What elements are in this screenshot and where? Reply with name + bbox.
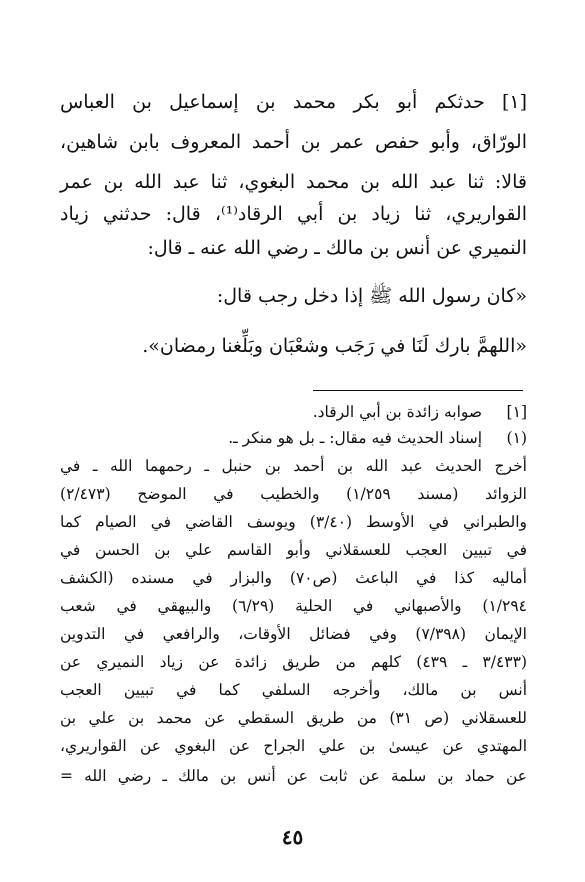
takhrij-line-3: والطبراني في الأوسط (٣/٤٠) ويوسف القاضي في الصيام كما: [60, 513, 527, 531]
takhrij-line-7: الإيمان (٧/٣٩٨) وفي فضائل الأوقات، والرافعي في التدوين: [60, 625, 527, 643]
footnote-1-marker: (١): [506, 429, 527, 447]
hadith-line-1: [١] حدثكم أبو بكر محمد بن إسماعيل بن العباس: [60, 91, 527, 113]
hadith-line-3: قالا: ثنا عبد الله بن محمد البغوي، ثنا عبد الله بن عمر: [60, 171, 527, 193]
hadith-line-7: «اللهمَّ بارك لَنَا في رَجَب وشعْبَان وبَلِّغنا رمضان».: [142, 335, 527, 357]
takhrij-line-11: المهتدي عن عيسىٰ بن علي الجراح عن البغوي عن القواريري،: [60, 737, 527, 755]
takhrij-line-5: أماليه كذا في الباعث (ص٧٠) والبزار في مسنده (الكشف: [60, 569, 527, 587]
footnote-variant-text: صوابه زائدة بن أبي الرقاد.: [312, 403, 483, 421]
takhrij-line-6: ١/٢٩٤) والأصبهاني في الحلية (٦/٢٩) والبيهقي في شعب: [60, 597, 527, 615]
footnote-1-text: إسناد الحديث فيه مقال: ـ بل هو منكر ـ.: [228, 429, 483, 447]
takhrij-line-12: عن حماد بن سلمة عن ثابت عن أنس بن مالك ـ رضي الله =: [60, 767, 527, 785]
takhrij-line-2: الزوائد (مسند ١/٢٥٩) والخطيب في الموضح (٢/٤٧٣): [60, 485, 527, 503]
takhrij-line-1: أخرج الحديث عبد الله بن أحمد بن حنبل ـ رحمهما الله ـ في: [60, 457, 527, 475]
hadith-line-2: الورّاق، وأبو حفص عمر بن أحمد المعروف بابن شاهين،: [60, 131, 527, 153]
takhrij-line-4: في تبيين العجب للعسقلاني وأبو القاسم علي بن الحسن في: [60, 541, 527, 559]
page-number: ٤٥: [281, 825, 304, 849]
footnote-variant: [60, 400, 527, 424]
hadith-line-4: القواريري، ثنا زياد بن أبي الرقاد⁽¹⁾، قال: حدثني زياد: [60, 203, 527, 225]
footnote-1: [60, 426, 527, 450]
hadith-line-5: النميري عن أنس بن مالك ـ رضي الله عنه ـ قال:: [147, 237, 527, 259]
footnote-separator: [313, 390, 523, 391]
hadith-line-6: «كان رسول الله ﷺ إذا دخل رجب قال:: [216, 285, 527, 307]
footnote-variant-marker: [١]: [506, 403, 527, 421]
takhrij-line-8: (٣/٤٣٣ ـ ٤٣٩) كلهم من طريق زائدة عن زياد النميري عن: [60, 653, 527, 671]
takhrij-line-10: للعسقلاني (ص ٣١) من طريق السقطي عن محمد بن علي بن: [60, 709, 527, 727]
takhrij-line-9: أنس بن مالك، وأخرجه السلفي كما في تبيين العجب: [60, 681, 527, 699]
